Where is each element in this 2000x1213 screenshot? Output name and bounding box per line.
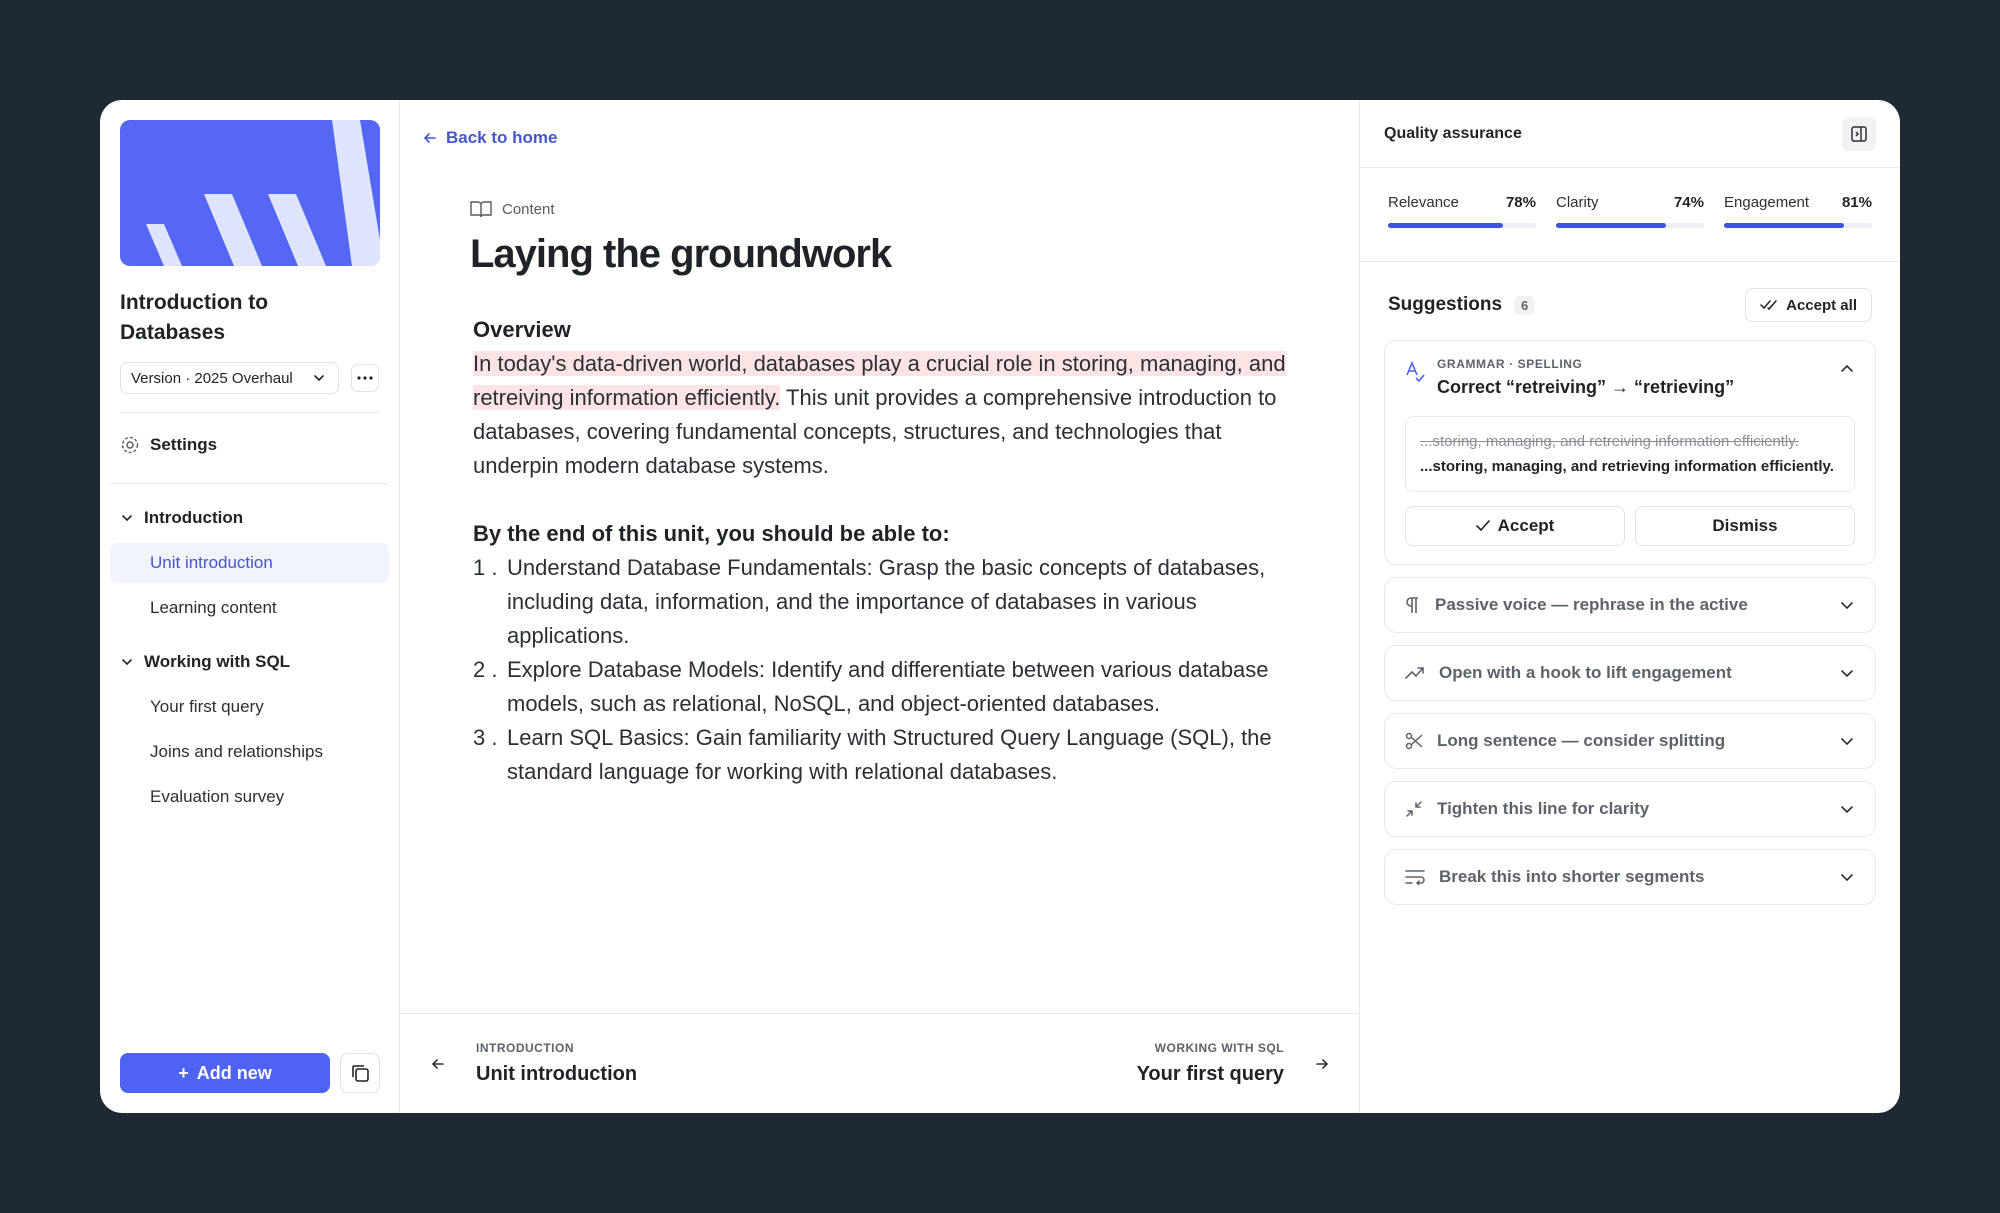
score-metrics (1360, 168, 1900, 262)
accept-suggestion-button[interactable] (1405, 506, 1625, 546)
suggestions-count-badge: 6 (1514, 296, 1535, 315)
panel-title: Quality assurance (1384, 124, 1522, 142)
previous-kicker: INTRODUCTION (476, 1041, 574, 1055)
metric-value: 81% (1841, 194, 1872, 211)
version-select[interactable] (120, 362, 339, 394)
previous-lesson-link[interactable] (430, 1041, 637, 1086)
scissors-icon (1405, 732, 1423, 750)
wrap-text-icon (1405, 869, 1425, 885)
settings-label: Settings (150, 435, 218, 454)
chevron-down-icon (120, 655, 134, 669)
suggestion-label: Break this into shorter segments (1439, 867, 1705, 886)
metric-bar-fill (1556, 223, 1666, 228)
previous-title: Unit introduction (476, 1063, 638, 1085)
back-link-label: Back to home (446, 128, 558, 147)
dismiss-label: Dismiss (1712, 516, 1778, 535)
suggestion-card-shorter-segments[interactable] (1384, 849, 1876, 905)
chevron-up-icon[interactable] (1839, 361, 1855, 377)
list-item (473, 551, 1310, 653)
metric-bar (1556, 223, 1704, 228)
dismiss-suggestion-button[interactable] (1635, 506, 1855, 546)
chevron-down-icon (1839, 665, 1855, 681)
overview-rest: This unit provides a comprehensive introduction to databases, covering fundamental concepts, structures, and technologies that underpin modern database systems. (473, 385, 1277, 478)
metric-engagement (1724, 194, 1872, 261)
next-lesson-link[interactable] (1137, 1041, 1330, 1086)
suggestion-kicker: GRAMMAR · SPELLING (1437, 357, 1583, 371)
suggestion-card-tighten[interactable] (1384, 781, 1876, 837)
duplicate-button[interactable] (340, 1053, 380, 1093)
list-text: Understand Database Fundamentals: Grasp the basic concepts of databases, including data, information, and the importance of databases in various applications. (507, 555, 1266, 648)
accept-label: Accept (1497, 516, 1555, 535)
suggestion-label: Passive voice — rephrase in the active (1435, 595, 1748, 614)
course-cover-image (120, 120, 380, 266)
accept-all-label: Accept all (1786, 296, 1857, 314)
nav-group-label: Working with SQL (144, 652, 291, 671)
next-kicker: WORKING WITH SQL (1154, 1041, 1284, 1055)
metric-bar-fill (1724, 223, 1844, 228)
chevron-down-icon (120, 511, 134, 525)
objectives-heading: By the end of this unit, you should be able to: (473, 521, 950, 546)
sidebar (100, 100, 400, 1113)
settings-link[interactable] (120, 425, 379, 465)
main-content (400, 100, 1360, 1113)
page-title: Laying the groundwork (470, 232, 892, 276)
check-icon (1476, 520, 1490, 532)
metric-bar-fill (1388, 223, 1503, 228)
sidebar-toggle-icon (1850, 125, 1868, 143)
nav-group-label: Introduction (144, 508, 244, 527)
list-number: 3 . (473, 725, 498, 750)
trending-up-icon (1405, 666, 1425, 680)
suggestions-list (1360, 340, 1900, 905)
nav-group-introduction (120, 498, 379, 628)
gear-icon (120, 435, 140, 455)
spellcheck-icon (1405, 361, 1425, 383)
next-title: Your first query (1136, 1063, 1284, 1085)
nav-group-toggle[interactable] (120, 642, 379, 682)
overview-heading: Overview (473, 317, 571, 342)
suggestion-card-long-sentence[interactable] (1384, 713, 1876, 769)
objectives-list (473, 551, 1310, 789)
suggestion-card-hook[interactable] (1384, 645, 1876, 701)
suggestion-label: Tighten this line for clarity (1437, 799, 1650, 818)
chevron-down-icon (1839, 597, 1855, 613)
chevron-down-icon (312, 371, 326, 385)
content-type-label (470, 200, 1310, 218)
metric-clarity (1556, 194, 1704, 261)
more-options-button[interactable] (351, 364, 379, 392)
suggestions-title: Suggestions (1388, 294, 1503, 315)
list-number: 2 . (473, 657, 498, 682)
metric-label: Clarity (1556, 194, 1599, 211)
list-item (473, 721, 1310, 789)
suggestion-diff (1405, 416, 1855, 492)
add-new-label: Add new (196, 1062, 272, 1083)
suggestion-label: Long sentence — consider splitting (1437, 731, 1726, 750)
flagged-text-highlight[interactable]: In today's data-driven world, databases play a crucial role in storing, managing, and retreiving information efficiently. (473, 351, 1286, 410)
nav-item-joins-and-relationships[interactable]: Joins and relationships (150, 742, 323, 761)
overview-paragraph (473, 347, 1310, 483)
nav-item-learning-content[interactable]: Learning content (150, 598, 277, 617)
suggestion-card-grammar (1384, 340, 1876, 565)
chevron-down-icon (1839, 733, 1855, 749)
add-new-button[interactable] (120, 1053, 330, 1093)
arrow-right-icon (1314, 1056, 1330, 1072)
copy-icon (349, 1062, 371, 1084)
pilcrow-icon (1405, 596, 1421, 614)
back-to-home-link[interactable] (422, 128, 557, 148)
plus-icon: + (178, 1062, 189, 1083)
version-label: Version · 2025 Overhaul (131, 369, 293, 387)
metric-value: 78% (1505, 194, 1536, 211)
nav-group-working-with-sql (120, 642, 379, 817)
accept-all-button[interactable] (1745, 288, 1872, 322)
arrow-left-icon (430, 1056, 446, 1072)
list-text: Explore Database Models: Identify and differentiate between various database models, such as relational, NoSQL, and object-oriented databases. (507, 657, 1269, 716)
book-icon (470, 200, 492, 218)
minimize-icon (1405, 800, 1423, 818)
suggestion-label: Open with a hook to lift engagement (1439, 663, 1732, 682)
content-label-text: Content (502, 200, 555, 218)
chevron-down-icon (1839, 869, 1855, 885)
metric-bar (1388, 223, 1536, 228)
list-number: 1 . (473, 555, 498, 580)
nav-item-your-first-query[interactable]: Your first query (150, 697, 264, 716)
nav-group-toggle[interactable] (120, 498, 379, 538)
diff-original-text: ...storing, managing, and retreiving information efficiently. (1420, 433, 1799, 450)
metric-bar (1724, 223, 1872, 228)
list-text: Learn SQL Basics: Gain familiarity with Structured Query Language (SQL), the standard language for working with relational databases. (507, 725, 1272, 784)
collapse-panel-button[interactable] (1842, 117, 1876, 151)
suggestion-card-passive-voice[interactable] (1384, 577, 1876, 633)
double-check-icon (1760, 299, 1778, 311)
ellipsis-icon (356, 375, 374, 381)
metric-value: 74% (1673, 194, 1704, 211)
course-title: Introduction to Databases (120, 291, 269, 344)
app-window (100, 100, 1900, 1113)
quality-assurance-panel (1360, 100, 1900, 1113)
nav-item-evaluation-survey[interactable]: Evaluation survey (150, 787, 285, 806)
lesson-body[interactable] (470, 313, 1310, 789)
chevron-down-icon (1839, 801, 1855, 817)
arrow-left-icon (422, 130, 438, 146)
nav-item-unit-introduction[interactable]: Unit introduction (110, 543, 389, 583)
diff-suggested-text: ...storing, managing, and retrieving information efficiently. (1420, 458, 1834, 475)
suggestion-heading: Correct “retreiving” → “retrieving” (1437, 377, 1735, 397)
list-item (473, 653, 1310, 721)
metric-relevance (1388, 194, 1536, 261)
metric-label: Engagement (1724, 194, 1810, 211)
lesson-pagination (400, 1013, 1360, 1113)
metric-label: Relevance (1388, 194, 1459, 211)
